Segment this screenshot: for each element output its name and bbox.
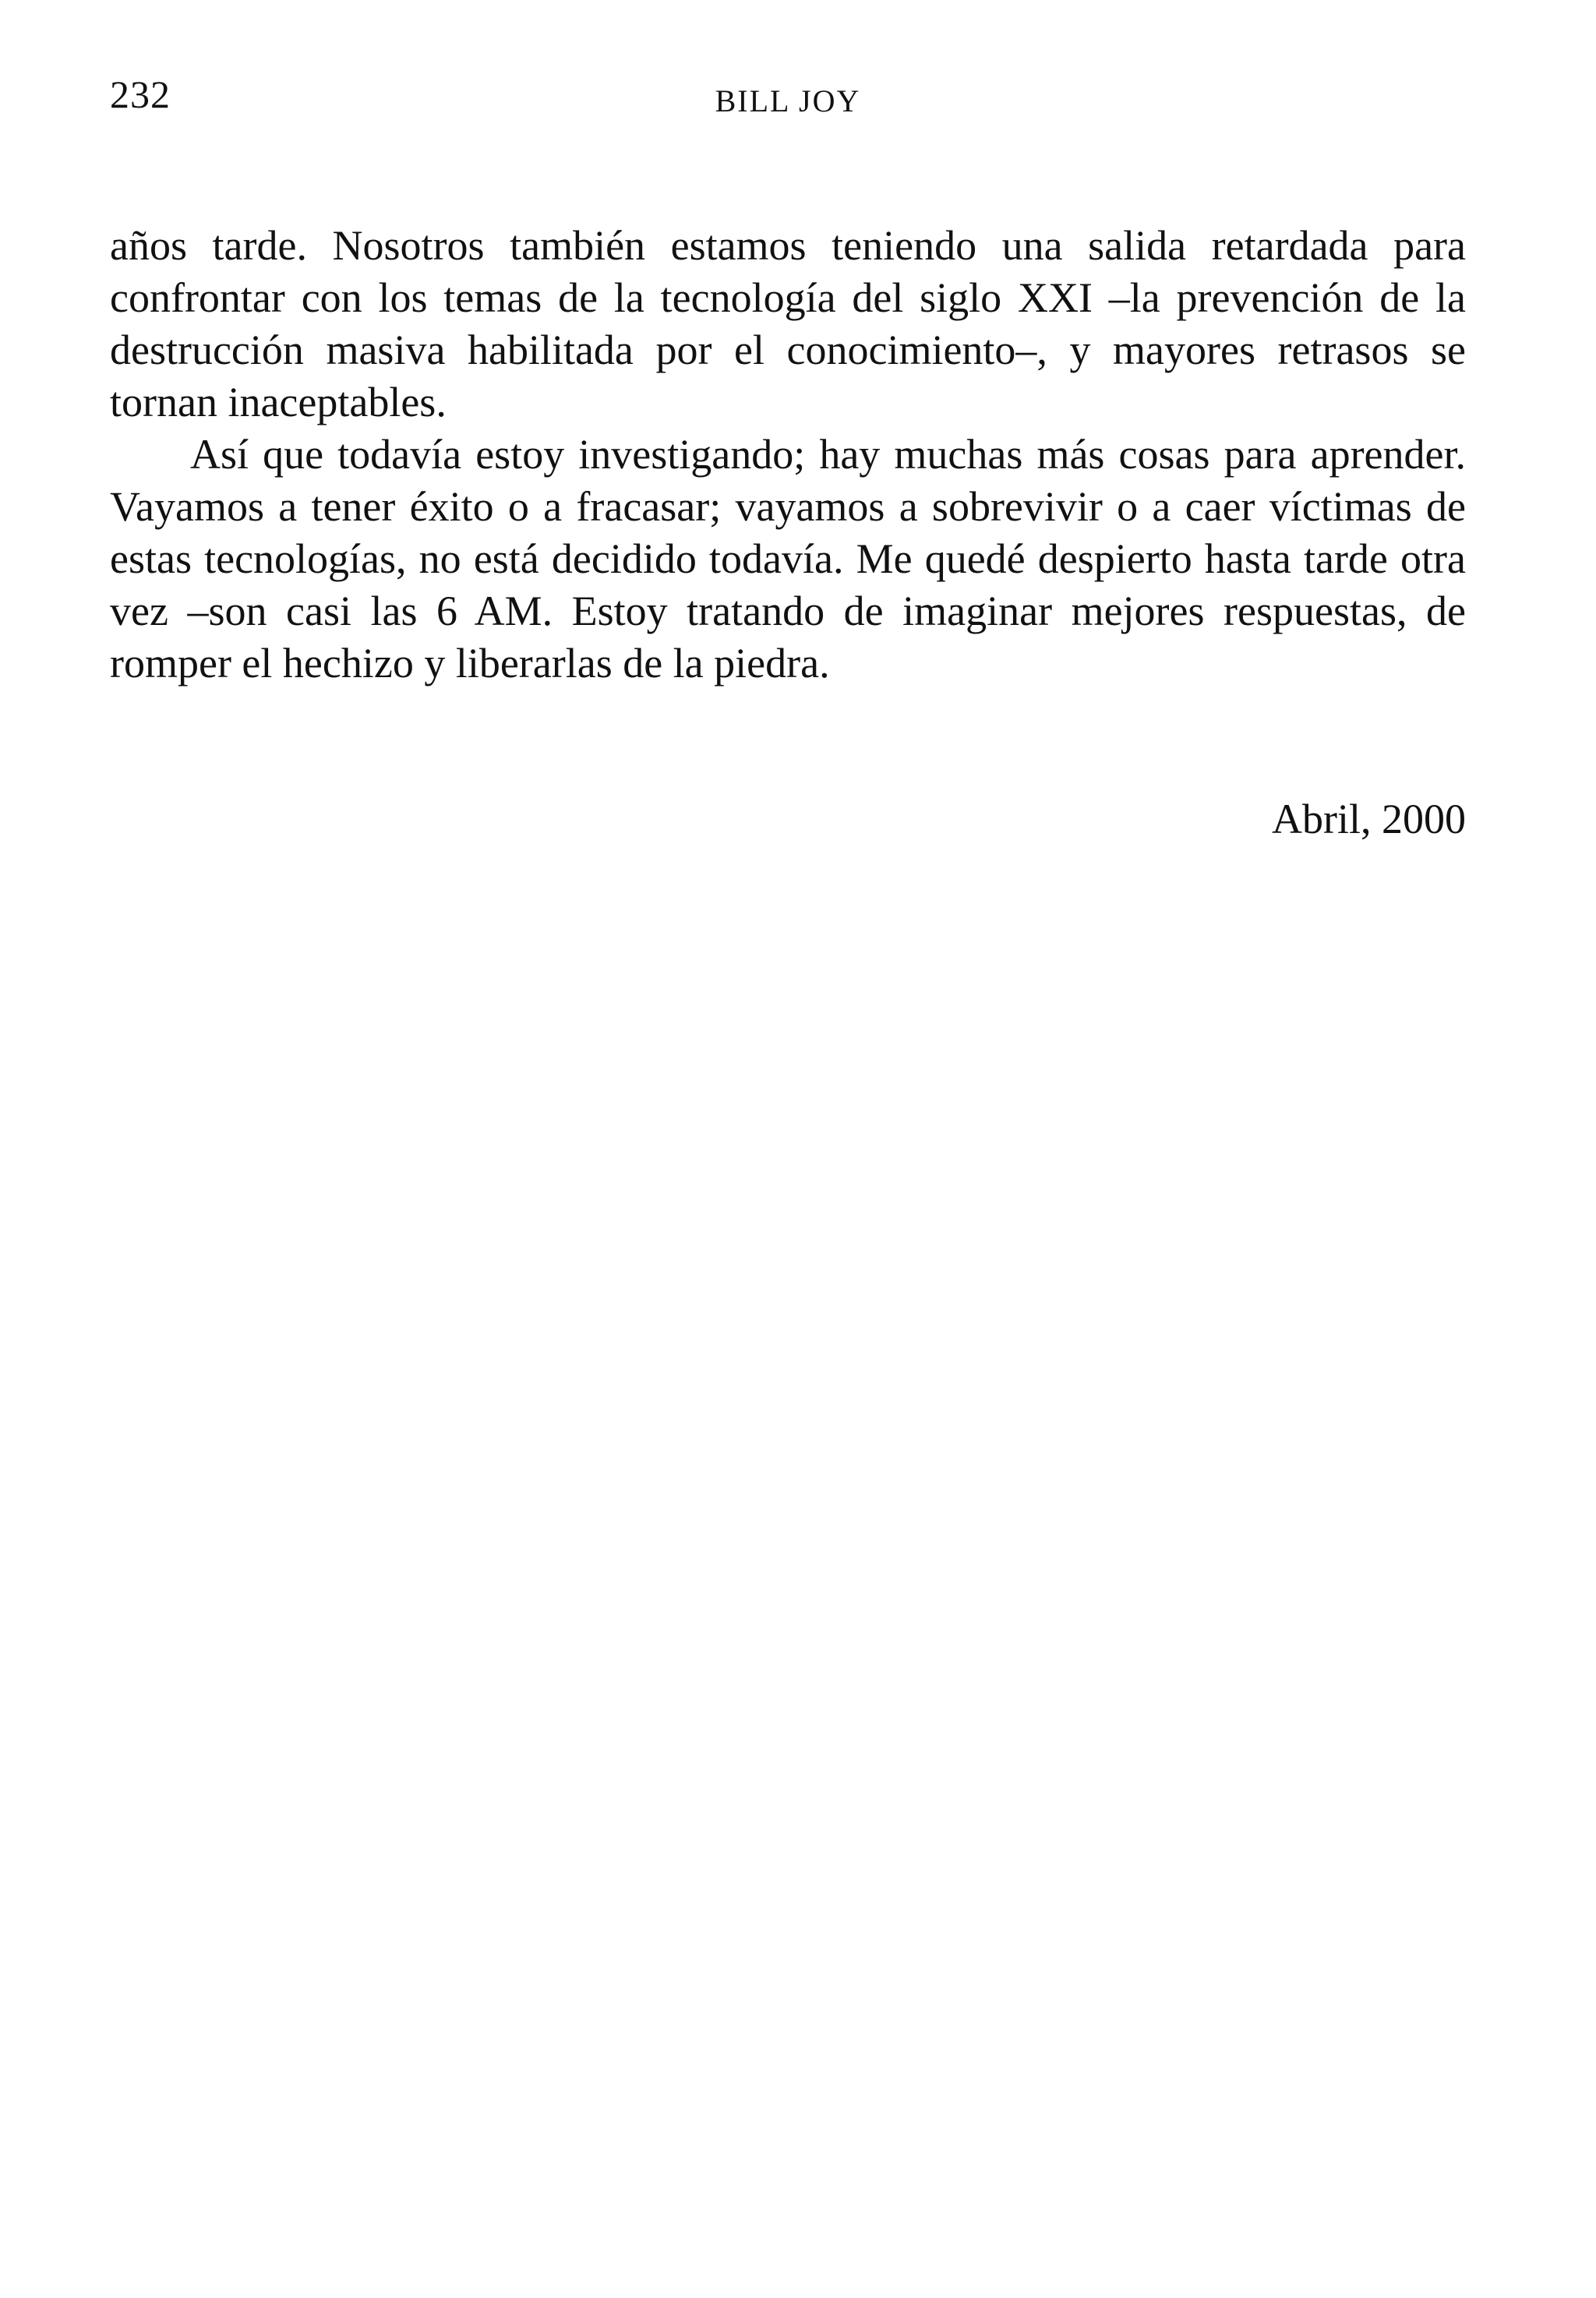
body-text [110, 220, 1466, 690]
page-header [110, 72, 1466, 129]
paragraph-continuation: años tarde. Nosotros también estamos teniendo una salida retardada para confrontar con los temas de la tecnología del siglo XXI –la prevención de la destrucción masiva habilitada por el conocimiento–, y mayores retrasos se tornan inaceptables. [110, 222, 1466, 425]
running-head-author: BILL JOY [715, 83, 861, 118]
page-number: 232 [110, 72, 171, 116]
paragraph: Así que todavía estoy investigando; hay muchas más cosas para aprender. Vayamos a tener éxito o a fracasar; vayamos a sobrevivir o a caer víctimas de estas tecnologías, no está decidido todavía. Me quedé despierto hasta tarde otra vez –son casi las 6 AM. Estoy tratando de imaginar mejores respuestas, de romper el hechizo y liberarlas de la piedra. [110, 431, 1466, 687]
closing-date: Abril, 2000 [1272, 796, 1466, 842]
